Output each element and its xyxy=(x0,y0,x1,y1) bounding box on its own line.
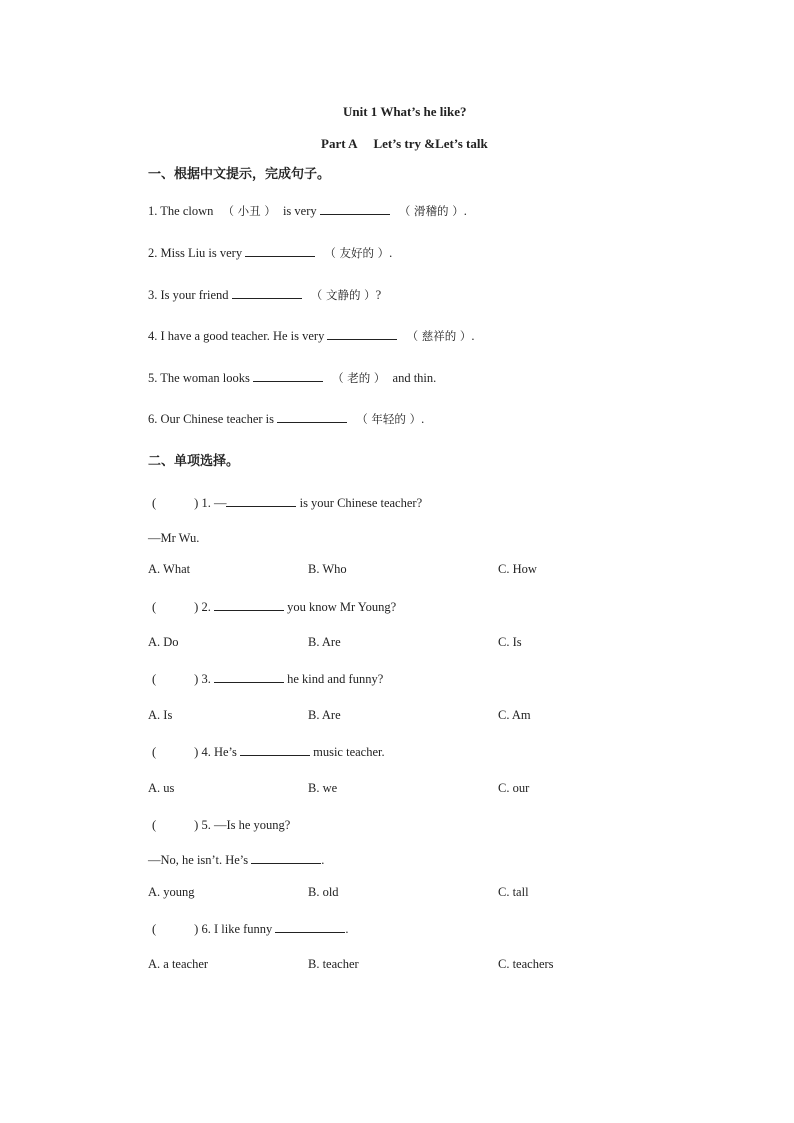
q6-option-b[interactable]: B. teacher xyxy=(308,957,359,971)
q3-blank[interactable] xyxy=(214,671,284,683)
s1-item-5-blank[interactable] xyxy=(253,370,323,382)
q5-reply-text: —No, he isn’t. He’s xyxy=(148,853,249,867)
q6-blank[interactable] xyxy=(275,921,345,933)
q3-option-b[interactable]: B. Are xyxy=(308,708,341,722)
q4-option-a[interactable]: A. us xyxy=(148,781,175,795)
q5-reply-end: . xyxy=(321,853,325,867)
q3-option-c[interactable]: C. Am xyxy=(498,708,531,722)
s1-item-6-pre: 6. Our Chinese teacher is xyxy=(148,412,275,426)
s1-item-5-pre: 5. The woman looks xyxy=(148,371,250,385)
q2-option-c[interactable]: C. Is xyxy=(498,635,522,649)
s1-item-4 xyxy=(148,328,475,344)
q5-close: ) 5. —Is he young? xyxy=(194,818,291,832)
s1-item-2-blank[interactable] xyxy=(245,245,315,257)
s1-item-6 xyxy=(148,411,424,427)
q1-option-c[interactable]: C. How xyxy=(498,562,537,576)
q5-option-c[interactable]: C. tall xyxy=(498,885,529,899)
s1-item-6-hint: （ 年轻的 ） xyxy=(356,412,422,426)
s1-item-3 xyxy=(148,287,381,303)
s1-item-5-post: and thin. xyxy=(392,371,437,385)
s1-item-6-post: . xyxy=(421,412,425,426)
s1-item-2-pre: 2. Miss Liu is very xyxy=(148,246,243,260)
s1-item-1-hint2: （ 滑稽的 ） xyxy=(398,204,464,218)
subtitle-rest: Let’s try &Let’s talk xyxy=(373,136,488,151)
q3-paren: ( xyxy=(152,672,157,686)
s1-item-1-pre: 1. The clown xyxy=(148,204,214,218)
q5-paren: ( xyxy=(152,818,157,832)
q1-reply: —Mr Wu. xyxy=(148,531,200,545)
s1-item-4-pre: 4. I have a good teacher. He is very xyxy=(148,329,325,343)
q1-paren: ( xyxy=(152,496,157,510)
s1-item-5-hint: （ 老的 ） xyxy=(332,371,386,385)
q5-blank[interactable] xyxy=(251,852,321,864)
q5-option-a[interactable]: A. young xyxy=(148,885,195,899)
s1-item-6-blank[interactable] xyxy=(277,411,347,423)
q1-stem xyxy=(152,495,422,511)
q1-option-a[interactable]: A. What xyxy=(148,562,191,576)
s1-item-2-hint: （ 友好的 ） xyxy=(324,246,390,260)
s1-item-1-blank[interactable] xyxy=(320,203,390,215)
q3-close: ) 3. xyxy=(194,672,211,686)
s1-item-1 xyxy=(148,203,467,219)
q6-paren: ( xyxy=(152,922,157,936)
q3-option-a[interactable]: A. Is xyxy=(148,708,173,722)
q4-close: ) 4. He’s xyxy=(194,745,237,759)
q3-after: he kind and funny? xyxy=(287,672,384,686)
q2-option-a[interactable]: A. Do xyxy=(148,635,179,649)
s1-item-4-post: . xyxy=(471,329,475,343)
q2-close: ) 2. xyxy=(194,600,211,614)
q2-paren: ( xyxy=(152,600,157,614)
s1-item-1-hint1: （ 小丑 ） xyxy=(222,204,276,218)
q1-option-b[interactable]: B. Who xyxy=(308,562,347,576)
q4-blank[interactable] xyxy=(240,744,310,756)
s1-item-2 xyxy=(148,245,392,261)
page-subtitle xyxy=(321,136,488,152)
q2-after: you know Mr Young? xyxy=(287,600,397,614)
s1-item-3-pre: 3. Is your friend xyxy=(148,288,229,302)
q4-option-c[interactable]: C. our xyxy=(498,781,530,795)
q1-close: ) 1. — xyxy=(194,496,227,510)
q4-paren: ( xyxy=(152,745,157,759)
q6-option-c[interactable]: C. teachers xyxy=(498,957,554,971)
s1-item-3-hint: （ 文静的 ） xyxy=(310,288,376,302)
q6-after: . xyxy=(345,922,349,936)
q3-stem xyxy=(152,671,383,687)
q5-stem xyxy=(152,817,290,833)
section2-heading: 二、单项选择。 xyxy=(148,454,240,469)
q4-after: music teacher. xyxy=(313,745,385,759)
q5-reply xyxy=(148,852,324,868)
subtitle-part: Part A xyxy=(321,136,358,151)
q1-blank[interactable] xyxy=(226,495,296,507)
q2-option-b[interactable]: B. Are xyxy=(308,635,341,649)
q2-stem xyxy=(152,599,396,615)
q4-stem xyxy=(152,744,385,760)
s1-item-2-post: . xyxy=(389,246,393,260)
s1-item-3-blank[interactable] xyxy=(232,287,302,299)
section1-heading: 一、根据中文提示，完成句子。 xyxy=(148,167,331,182)
s1-item-4-blank[interactable] xyxy=(327,328,397,340)
q5-option-b[interactable]: B. old xyxy=(308,885,339,899)
s1-item-3-post: ? xyxy=(375,288,382,302)
q6-stem xyxy=(152,921,349,937)
s1-item-1-post: . xyxy=(463,204,467,218)
s1-item-1-mid: is very xyxy=(282,204,317,218)
s1-item-5 xyxy=(148,370,436,386)
q2-blank[interactable] xyxy=(214,599,284,611)
q1-after: is your Chinese teacher? xyxy=(299,496,423,510)
s1-item-4-hint: （ 慈祥的 ） xyxy=(406,329,472,343)
q6-close: ) 6. I like funny xyxy=(194,922,273,936)
q6-option-a[interactable]: A. a teacher xyxy=(148,957,209,971)
q4-option-b[interactable]: B. we xyxy=(308,781,338,795)
page-title: Unit 1 What’s he like? xyxy=(343,104,467,119)
